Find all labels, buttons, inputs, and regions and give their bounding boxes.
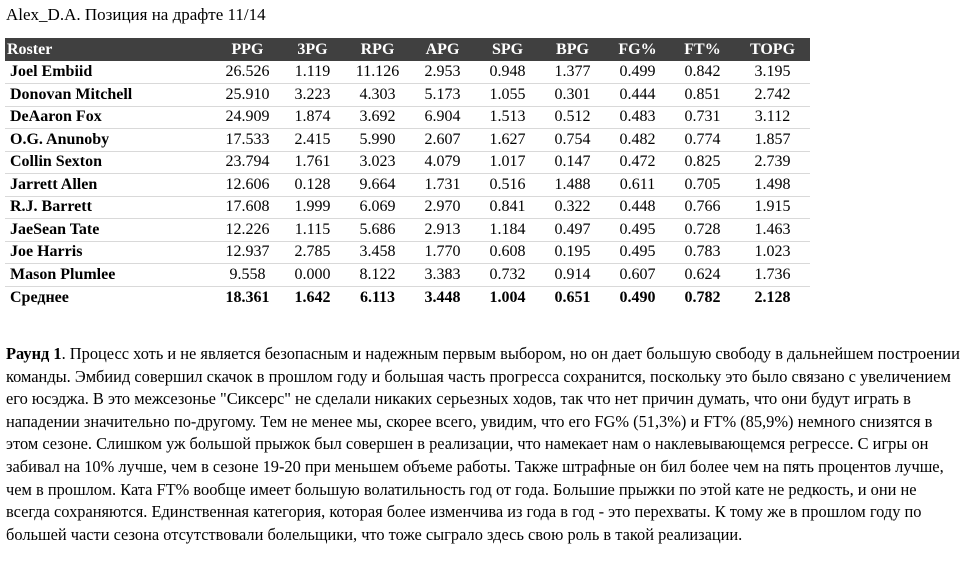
- stat-cell: 0.728: [670, 219, 735, 242]
- stat-cell: 1.857: [735, 129, 810, 152]
- stat-cell: 1.736: [735, 264, 810, 287]
- stat-cell: 2.128: [754, 288, 791, 306]
- stat-cell: 0.782: [684, 288, 721, 306]
- player-name-cell: Collin Sexton: [5, 151, 215, 174]
- column-header: SPG: [491, 40, 524, 58]
- stat-cell: 12.606: [215, 174, 280, 197]
- stat-cell: 1.915: [735, 196, 810, 219]
- column-header: APG: [425, 40, 460, 58]
- table-row: [5, 174, 810, 197]
- stat-cell: 0.624: [670, 264, 735, 287]
- table-header-row: [5, 38, 810, 61]
- stat-cell: 0.495: [605, 241, 670, 264]
- stat-cell: 0.495: [605, 219, 670, 242]
- stat-cell: 1.731: [410, 174, 475, 197]
- stat-cell: 0.483: [605, 106, 670, 129]
- stat-cell: 3.458: [345, 241, 410, 264]
- column-header: FG%: [618, 40, 657, 58]
- roster-stats-table: [5, 38, 810, 309]
- stat-cell: 2.785: [280, 241, 345, 264]
- table-row: [5, 241, 810, 264]
- table-row: [5, 61, 810, 84]
- stat-cell: 2.913: [410, 219, 475, 242]
- stat-cell: 4.303: [345, 84, 410, 107]
- stat-cell: 0.766: [670, 196, 735, 219]
- stat-cell: 1.642: [294, 288, 331, 306]
- stat-cell: 6.113: [359, 288, 396, 306]
- stat-cell: 1.184: [475, 219, 540, 242]
- column-header: TOPG: [749, 40, 796, 58]
- table-row: [5, 219, 810, 242]
- stat-cell: 0.948: [475, 61, 540, 84]
- stat-cell: 2.607: [410, 129, 475, 152]
- stat-cell: 3.112: [735, 106, 810, 129]
- stat-cell: 0.448: [605, 196, 670, 219]
- stat-cell: 0.607: [605, 264, 670, 287]
- stat-cell: 1.513: [475, 106, 540, 129]
- stat-cell: 0.497: [540, 219, 605, 242]
- stat-cell: 1.115: [280, 219, 345, 242]
- stat-cell: 0.732: [475, 264, 540, 287]
- stat-cell: 0.512: [540, 106, 605, 129]
- table-row: [5, 151, 810, 174]
- stat-cell: 3.223: [280, 84, 345, 107]
- stat-cell: 0.482: [605, 129, 670, 152]
- stat-cell: 0.754: [540, 129, 605, 152]
- stat-cell: 9.558: [215, 264, 280, 287]
- stat-cell: 1.377: [540, 61, 605, 84]
- stat-cell: 0.774: [670, 129, 735, 152]
- stat-cell: 17.608: [215, 196, 280, 219]
- stat-cell: 2.953: [410, 61, 475, 84]
- round-label: Раунд 1: [6, 344, 62, 363]
- stat-cell: 3.195: [735, 61, 810, 84]
- table-row: [5, 84, 810, 107]
- stat-cell: 0.490: [619, 288, 656, 306]
- stat-cell: 1.874: [280, 106, 345, 129]
- stat-cell: 1.770: [410, 241, 475, 264]
- stat-cell: 0.147: [540, 151, 605, 174]
- stat-cell: 0.444: [605, 84, 670, 107]
- table-row: [5, 264, 810, 287]
- stat-cell: 2.742: [735, 84, 810, 107]
- column-header: RPG: [360, 40, 395, 58]
- stat-cell: 1.023: [735, 241, 810, 264]
- stat-cell: 11.126: [345, 61, 410, 84]
- stat-cell: 0.651: [554, 288, 591, 306]
- stat-cell: 1.627: [475, 129, 540, 152]
- stat-cell: 0.851: [670, 84, 735, 107]
- player-name-cell: DeAaron Fox: [5, 106, 215, 129]
- stat-cell: 3.692: [345, 106, 410, 129]
- table-row: [5, 106, 810, 129]
- stat-cell: 17.533: [215, 129, 280, 152]
- stat-cell: 1.055: [475, 84, 540, 107]
- player-name-cell: JaeSean Tate: [5, 219, 215, 242]
- table-row: [5, 129, 810, 152]
- average-row: [5, 286, 810, 309]
- stat-cell: 6.069: [345, 196, 410, 219]
- player-name-cell: Donovan Mitchell: [5, 84, 215, 107]
- stat-cell: 0.472: [605, 151, 670, 174]
- stat-cell: 1.017: [475, 151, 540, 174]
- stat-cell: 1.119: [280, 61, 345, 84]
- table-row: [5, 196, 810, 219]
- stat-cell: 6.904: [410, 106, 475, 129]
- stat-cell: 0.611: [605, 174, 670, 197]
- player-name-cell: Среднее: [10, 288, 69, 306]
- stat-cell: 24.909: [215, 106, 280, 129]
- stat-cell: 0.825: [670, 151, 735, 174]
- stat-cell: 12.937: [215, 241, 280, 264]
- document-title: Alex_D.A. Позиция на драфте 11/14: [6, 5, 266, 24]
- stat-cell: 9.664: [345, 174, 410, 197]
- stat-cell: 18.361: [225, 288, 270, 306]
- stat-cell: 5.686: [345, 219, 410, 242]
- stat-cell: 0.499: [605, 61, 670, 84]
- player-name-cell: Jarrett Allen: [5, 174, 215, 197]
- stat-cell: 2.739: [735, 151, 810, 174]
- stat-cell: 0.608: [475, 241, 540, 264]
- stat-cell: 0.128: [280, 174, 345, 197]
- stat-cell: 2.415: [280, 129, 345, 152]
- stat-cell: 0.195: [540, 241, 605, 264]
- stat-cell: 0.914: [540, 264, 605, 287]
- player-name-cell: Joe Harris: [5, 241, 215, 264]
- stat-cell: 1.498: [735, 174, 810, 197]
- paragraph-text: . Процесс хоть и не является безопасным и надежным первым выбором, но он дает большую свободу в дальнейшем построении команды. Эмбиид совершил скачок в прошлом году и большая часть прогресса сохранится, поскольку это было связано с увеличением его юсэджа. В это межсезонье "Сиксерс" не сделали никаких серьезных ходов, так что нет причин думать, что они будут играть в нападении значительно по-другому. Тем не менее мы, скорее всего, увидим, что его FG% (51,3%) и FT% (85,9%) немного снизятся в этом сезоне. Слишком уж большой прыжок был совершен в реализации, что намекает нам о наклевывающемся регрессе. С игры он забивал на 10% лучше, чем в сезоне 19-20 при меньшем объеме работы. Также штрафные он бил более чем на пять процентов лучше, чем в прошлом. Ката FT% вообще имеет большую волатильность год от года. Большие прыжки по этой кате не редкость, и они не всегда сохраняются. Единственная категория, которая более изменчива из года в год - это перехваты. К тому же в прошлом году по большей части сезона отсутствовали болельщики, что тоже сыграло здесь свою роль в такой реализации.: [6, 344, 960, 544]
- stat-cell: 12.226: [215, 219, 280, 242]
- player-name-cell: R.J. Barrett: [5, 196, 215, 219]
- stat-cell: 1.463: [735, 219, 810, 242]
- stat-cell: 4.079: [410, 151, 475, 174]
- stat-cell: 0.731: [670, 106, 735, 129]
- column-header: PPG: [231, 40, 264, 58]
- stat-cell: 1.761: [280, 151, 345, 174]
- stat-cell: 3.383: [410, 264, 475, 287]
- stat-cell: 0.783: [670, 241, 735, 264]
- stat-cell: 5.173: [410, 84, 475, 107]
- player-name-cell: Joel Embiid: [5, 61, 215, 84]
- player-name-cell: O.G. Anunoby: [5, 129, 215, 152]
- player-name-cell: Mason Plumlee: [5, 264, 215, 287]
- stat-cell: 0.301: [540, 84, 605, 107]
- column-header: 3PG: [297, 40, 328, 58]
- stat-cell: 0.842: [670, 61, 735, 84]
- stat-cell: 1.488: [540, 174, 605, 197]
- stat-cell: 5.990: [345, 129, 410, 152]
- stat-cell: 0.322: [540, 196, 605, 219]
- stat-cell: 0.000: [280, 264, 345, 287]
- column-header: BPG: [556, 40, 589, 58]
- stat-cell: 26.526: [215, 61, 280, 84]
- stat-cell: 3.448: [424, 288, 461, 306]
- stat-cell: 8.122: [345, 264, 410, 287]
- column-header: FT%: [684, 40, 721, 58]
- stat-cell: 0.516: [475, 174, 540, 197]
- column-header: Roster: [7, 40, 53, 58]
- stat-cell: 2.970: [410, 196, 475, 219]
- stat-cell: 23.794: [215, 151, 280, 174]
- stat-cell: 0.841: [475, 196, 540, 219]
- stat-cell: 1.999: [280, 196, 345, 219]
- analysis-paragraph: [6, 343, 964, 546]
- stat-cell: 25.910: [215, 84, 280, 107]
- stat-cell: 1.004: [489, 288, 526, 306]
- stat-cell: 0.705: [670, 174, 735, 197]
- stat-cell: 3.023: [345, 151, 410, 174]
